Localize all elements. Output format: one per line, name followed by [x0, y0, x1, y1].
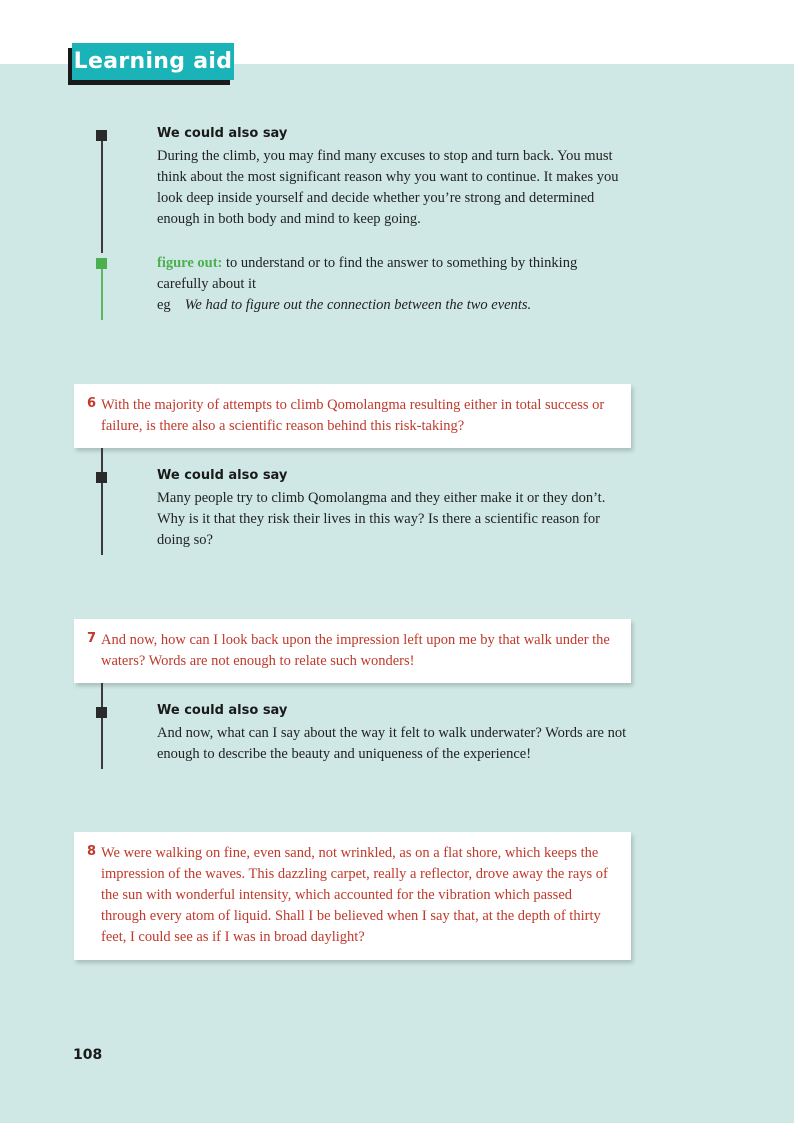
glossary-example: [157, 295, 627, 316]
section-heading: We could also say: [157, 126, 288, 141]
question-box-8: [74, 832, 631, 960]
section-text: Many people try to climb Qomolangma and they either make it or they don’t. Why is it that they risk their lives in this way? Is there a scientific reason for doing so?: [157, 490, 606, 548]
glossary-term: figure out:: [157, 255, 223, 271]
bullet-square-icon: [96, 472, 107, 483]
example-label: eg: [157, 297, 171, 313]
timeline-line: [101, 683, 103, 769]
page-number: 108: [73, 1047, 103, 1063]
bullet-square-icon: [96, 130, 107, 141]
question-number: 8: [87, 844, 97, 859]
glossary-definition: to understand or to find the answer to something by thinking carefully about it: [157, 255, 578, 292]
glossary-square-icon: [96, 258, 107, 269]
question-text: And now, how can I look back upon the impression left upon me by that walk under the waters? Words are not enough to relate such wonders!: [101, 632, 610, 669]
glossary-entry: [157, 253, 627, 316]
question-number: 6: [87, 396, 97, 411]
learning-aid-tag: Learning aid: [72, 43, 234, 80]
question-number: 7: [87, 631, 97, 646]
bullet-square-icon: [96, 707, 107, 718]
question-text: We were walking on fine, even sand, not wrinkled, as on a flat shore, which keeps the impression of the waves. This dazzling carpet, really a reflector, drove away the rays of the sun with wonderful intensity, which accounted for the vibration which passed through every atom of liquid. Shall I be believed when I say that, at the depth of thirty feet, I could see as if I was in broad daylight?: [101, 845, 608, 945]
section-heading: We could also say: [157, 703, 288, 718]
question-box-7: [74, 619, 631, 683]
timeline-line: [101, 448, 103, 555]
question-text: With the majority of attempts to climb Qomolangma resulting either in total success or failure, is there also a scientific reason behind this risk-taking?: [101, 397, 605, 434]
section-text: And now, what can I say about the way it felt to walk underwater? Words are not enough to describe the beauty and uniqueness of the experience!: [157, 725, 627, 762]
section-heading: We could also say: [157, 468, 288, 483]
section-text: During the climb, you may find many excuses to stop and turn back. You must think about the most significant reason why you want to continue. It makes you look deep inside yourself and decide whether you’re strong and determined enough in both body and mind to keep going.: [157, 148, 619, 227]
question-box-6: [74, 384, 631, 448]
timeline-line: [101, 131, 103, 253]
example-text: We had to figure out the connection between the two events.: [184, 297, 532, 313]
